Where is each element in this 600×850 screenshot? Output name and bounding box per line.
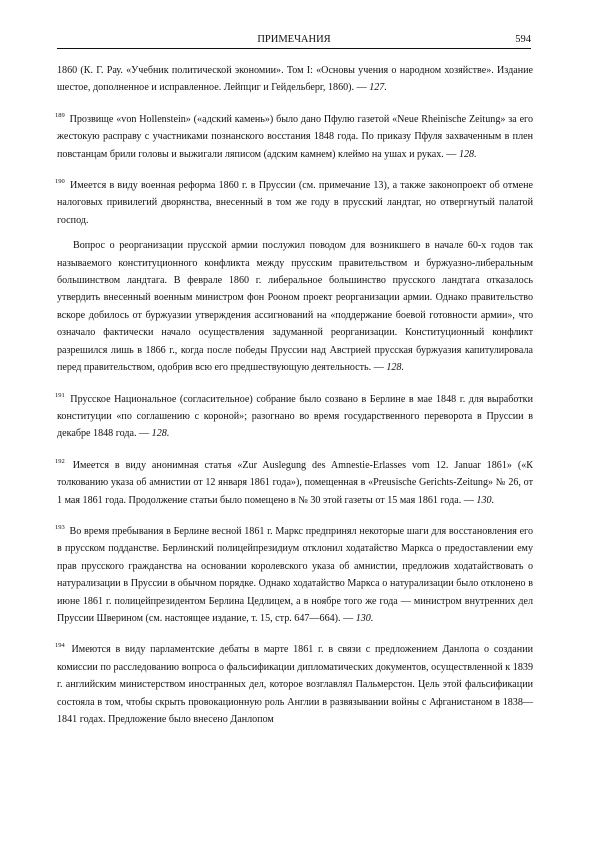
note-text: Имеется в виду анонимная статья «Zur Auslegung des Amnestie-Erlasses vom 12. Januar 1861» («К толкованию указа об амнистии от 12 января 1861 года»), помещенная в «Preusische Gerichts-Zeitung» № 26, от 1 мая 1861 года. Продолжение статьи было помещено в № 30 этой газеты от 15 мая 1861 года. —: [57, 459, 533, 506]
note-text: 1860 (К. Г. Рау. «Учебник политической экономии». Том I: «Основы учения о народном хозяйстве». Издание шестое, дополненное и исправленное. Лейпциг и Гейдельберг, 1860). —: [57, 65, 533, 94]
note-marker: 190: [55, 178, 65, 186]
note-192: [57, 457, 533, 509]
note-text: Имеется в виду военная реформа 1860 г. в Пруссии (см. примечание 13), а также законопроект об отмене налоговых привилегий дворянства, внесенный в том же году в прусский ландтаг, но отвергнутый палатой господ.: [57, 180, 533, 226]
note-text: Вопрос о реорганизации прусской армии послужил поводом для возникшего в начале 60-х годов так называемого конституционного конфликта между прусским правительством и буржуазно-либеральным большинством ландтага. В феврале 1860 г. либеральное большинство прусского ландтага отказалось утвердить внесенный военным министром фон Рооном проект реорганизации армии. Однако правительство вскоре добилось от буржуазии утверждения ассигнований на «поддержание боевой готовности армии», что означало фактически начало осуществления задуманной реорганизации. Конституционный конфликт разрешился лишь в 1866 г., когда после победы Пруссии над Австрией прусская буржуазия капитулировала перед правительством, одобрив всю его предшествующую деятельность. —: [57, 240, 533, 374]
page-number: 594: [515, 34, 531, 45]
note-191: [57, 391, 533, 443]
note-text: Прусское Национальное (согласительное) собрание было созвано в Берлине в мае 1848 г. для выработки конституции «по соглашению с короной»; разогнано во время государственного переворота в Пруссии в декабре 1848 года. —: [57, 393, 533, 440]
header-title: ПРИМЕЧАНИЯ: [257, 34, 331, 45]
note-marker: 191: [55, 391, 65, 399]
note-marker: 193: [55, 523, 65, 531]
note-marker: 194: [55, 642, 65, 650]
note-marker: 189: [55, 111, 65, 119]
page-reference: 128.: [458, 148, 477, 160]
page-reference: 128.: [386, 362, 404, 374]
notes-body: [57, 62, 533, 742]
note-continuation: [57, 62, 533, 97]
page-reference: 130.: [476, 494, 495, 506]
note-marker: 192: [55, 457, 65, 465]
note-189: [57, 111, 533, 163]
note-text: Прозвище «von Hollenstein» («адский камень») было дано Пфулю газетой «Neue Rheinische Zeitung» за его жестокую расправу с участниками познанского восстания 1848 года. По приказу Пфуля захваченным в плен повстанцам брили головы и выжигали ляписом (адским камнем) клеймо на ушах и руках. —: [57, 113, 533, 160]
note-190: [57, 177, 533, 229]
note-193: [57, 523, 533, 627]
running-header: [57, 34, 531, 49]
note-text: Имеются в виду парламентские дебаты в марте 1861 г. в связи с предложением Данлопа о создании комиссии по расследованию вопроса о фальсификации дипломатических документов, осуществленной к 1839 г. английским министерством иностранных дел, которое возглавлял Пальмерстон. Цель этой фальсификации состояла в том, чтобы скрыть провокационную роль Англии в развязывании войны с Афганистаном в 1838—1841 годах. Предложение было внесено Данлопом: [57, 644, 533, 725]
page-reference: 127.: [369, 82, 387, 94]
note-194: [57, 641, 533, 728]
note-text: Во время пребывания в Берлине весной 1861 г. Маркс предпринял некоторые шаги для восстановления его в прусском подданстве. Берлинский полицейпрезидиум отклонил ходатайство Маркса о предоставлении ему прав прусского гражданства на основании королевского указа об амнистии, предложив ходатайствовать о натурализации в Пруссии в обычном порядке. Однако ходатайство Маркса о натурализации было отклонено в июне 1861 г. полицейпрезидентом Берлина Цедлицем, а в ноябре того же года — министром внутренних дел Пруссии Шверином (см. настоящее издание, т. 15, стр. 647—664). —: [57, 525, 533, 624]
page-reference: 130.: [355, 612, 374, 624]
page-reference: 128.: [151, 428, 170, 440]
note-190-continuation: [57, 237, 533, 376]
